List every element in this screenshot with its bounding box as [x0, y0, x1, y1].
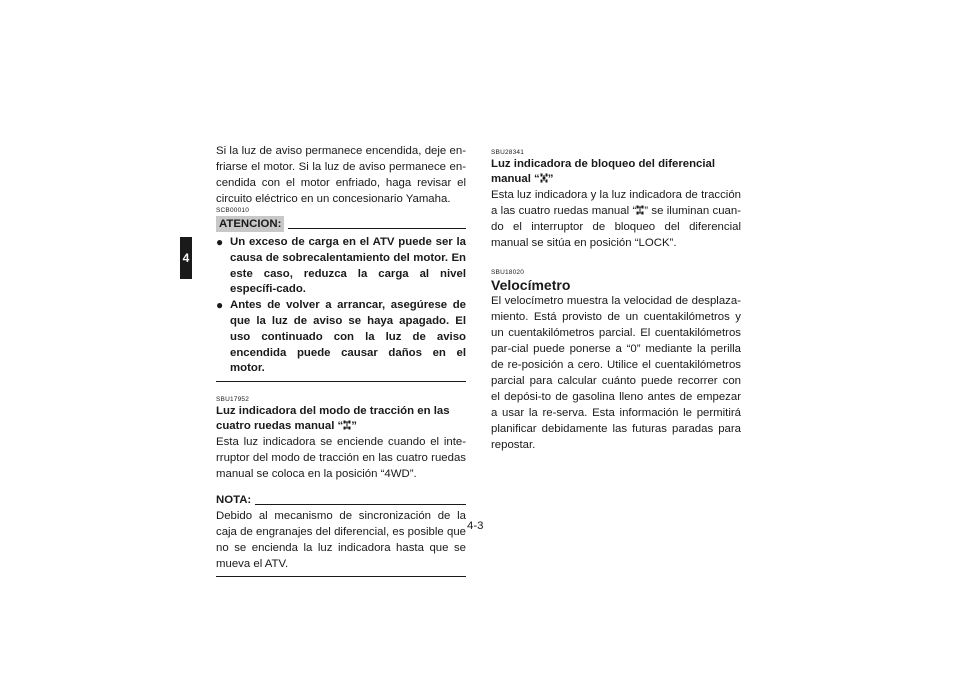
speedometer-body: El velocímetro muestra la velocidad de desplaza-miento. Está provisto de un cuentakilómetros y un cuentakilómetros parcial. El cuentakilómetros par-cial puede ponerse a “0” mediante la perilla de re-posición a cero. Utilice el cuentakilómetros parcial para calcular cuánto puede recorrer con el depósi-to de gasolina lleno antes de empezar a usar la re-serva. Esta información le permitirá planificar debidamente las futuras paradas para repostar. — [491, 295, 741, 451]
section-code: SBU17952 — [216, 396, 250, 404]
page-number: 4-3 — [467, 520, 484, 532]
caution-item — [216, 235, 466, 298]
diff-lock-title-close: ” — [547, 173, 554, 185]
diff-lock-code: SBU28341 — [491, 149, 525, 156]
diff-lock-title-text: Luz indicadora de bloqueo del diferencial manual “ — [491, 158, 716, 185]
speedometer-code: SBU18020 — [491, 269, 525, 276]
caution-item-text: Antes de volver a arrancar, asegúrese de que la luz de aviso se haya apagado. El uso continuado con la luz de aviso encendida puede causar daños en el motor. — [230, 299, 466, 375]
caution-item-text: Un exceso de carga en el ATV puede ser la causa de sobrecalentamiento del motor. En este caso, reduzca la carga al nivel específi-cado. — [230, 236, 466, 296]
section-title-text: Luz indicadora del modo de tracción en las cuatro ruedas manual “ — [216, 405, 450, 433]
chapter-tab-number: 4 — [182, 251, 190, 265]
diff-lock-body — [491, 187, 741, 251]
diff-lock-title — [491, 157, 741, 187]
caution-label: ATENCION: — [216, 216, 284, 232]
caution-end-rule — [216, 381, 466, 382]
section-body: Esta luz indicadora se enciende cuando el inte-rruptor del modo de tracción en las cuatro ruedas manual se coloca en la posición “4WD”. — [216, 436, 466, 481]
right-column — [491, 143, 741, 453]
section-title-close: ” — [351, 420, 357, 433]
note-body: Debido al mecanismo de sincronización de la caja de engranajes del diferencial, es posible que no se encienda la luz indicadora hasta que se mueva el ATV. — [216, 510, 466, 571]
diff-lock-body-text: Esta luz indicadora y la luz indicadora de tracción a las cuatro ruedas manual “ — [491, 189, 741, 217]
differential-lock-icon — [540, 173, 548, 183]
caution-list — [216, 235, 466, 377]
section-title — [216, 404, 466, 434]
chapter-tab — [180, 237, 192, 279]
note-end-rule — [216, 576, 466, 577]
diff-lock-body-rest: ” se iluminan cuan-do el interruptor de bloqueo del diferencial manual se sitúa en posición “LOCK”. — [491, 205, 742, 249]
caution-header — [216, 216, 466, 232]
note-header — [216, 492, 466, 508]
caution-item — [216, 298, 466, 377]
caution-code: SCB00010 — [216, 207, 250, 214]
intro-paragraph: Si la luz de aviso permanece encendida, deje en-friarse el motor. Si la luz de aviso permanece en-cendida con el motor enfriado, haga revisar el circuito eléctrico en un concesionario Yamaha. — [216, 145, 466, 205]
caution-rule — [288, 228, 466, 229]
bullet-icon: ● — [216, 298, 224, 313]
note-label: NOTA: — [216, 494, 252, 507]
left-column — [216, 143, 466, 577]
note-rule — [255, 504, 466, 505]
speedometer-title: Velocímetro — [491, 277, 571, 293]
bullet-icon: ● — [216, 235, 224, 249]
